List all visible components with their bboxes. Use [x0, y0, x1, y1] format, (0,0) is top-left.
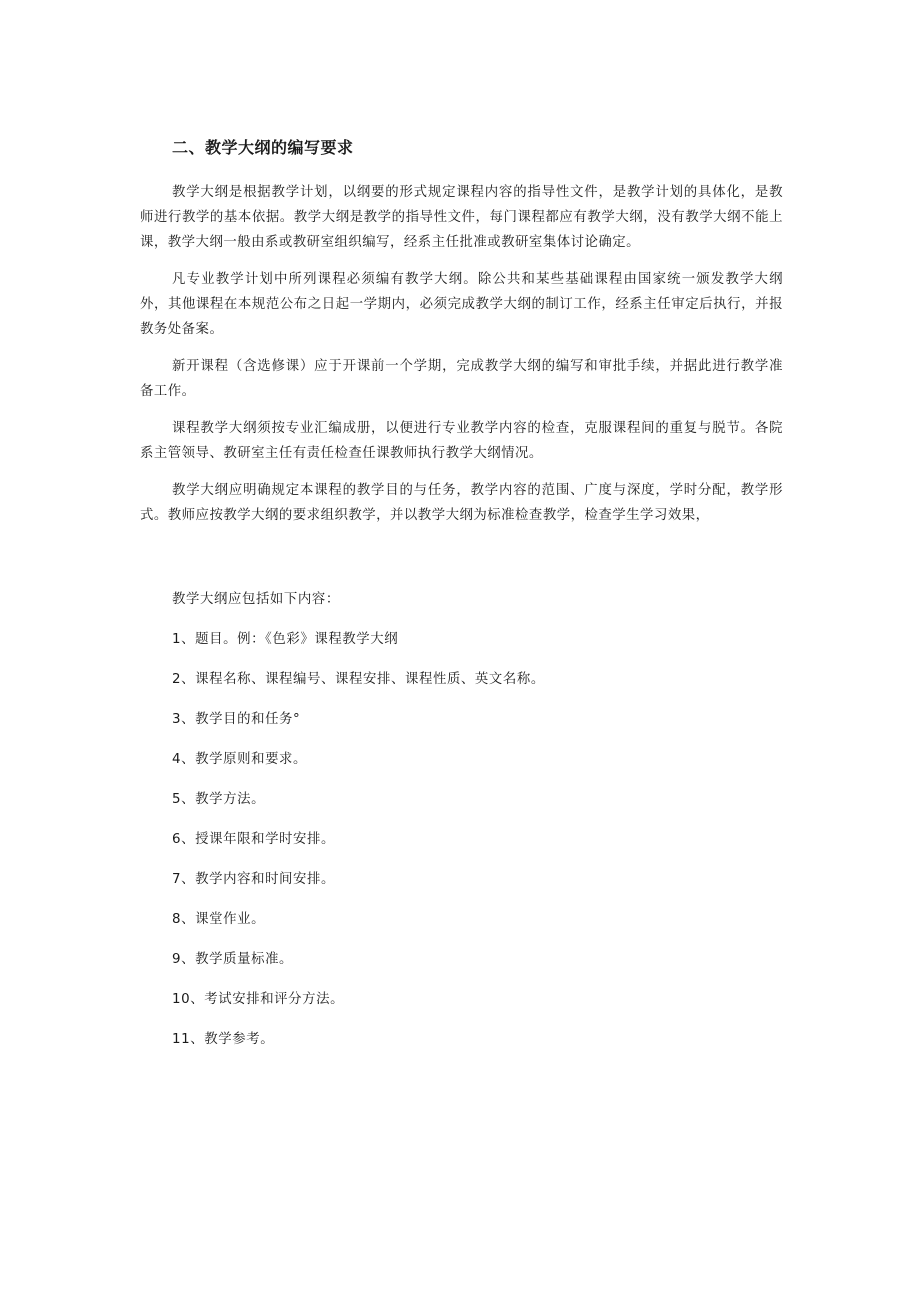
paragraph-3: 新开课程（含选修课）应于开课前一个学期，完成教学大纲的编写和审批手续，并据此进行教学准备工作。 — [140, 359, 783, 399]
paragraph-1: 教学大纲是根据教学计划，以纲要的形式规定课程内容的指导性文件，是教学计划的具体化，是教师进行教学的基本依据。教学大纲是教学的指导性文件，每门课程都应有教学大纲，没有教学大纲不能上课，教学大纲一般由系或教研室组织编写，经系主任批准或教研室集体讨论确定。 — [140, 185, 783, 250]
contents-list — [140, 580, 783, 1060]
list-item: 11、教学参考。 — [172, 1032, 275, 1047]
list-item: 9、教学质量标准。 — [172, 952, 294, 967]
list-item: 5、教学方法。 — [172, 792, 266, 807]
body-paragraphs — [140, 180, 783, 540]
list-item: 2、课程名称、课程编号、课程安排、课程性质、英文名称。 — [172, 672, 545, 687]
list-item: 8、课堂作业。 — [172, 912, 266, 927]
section-heading: 二、教学大纲的编写要求 — [172, 138, 354, 157]
list-item: 6、授课年限和学时安排。 — [172, 832, 336, 847]
list-item: 1、题目。例：《色彩》课程教学大纲 — [172, 632, 399, 647]
list-item: 4、教学原则和要求。 — [172, 752, 308, 767]
list-item: 3、教学目的和任务° — [172, 712, 301, 727]
list-item: 7、教学内容和时间安排。 — [172, 872, 336, 887]
paragraph-5: 教学大纲应明确规定本课程的教学目的与任务，教学内容的范围、广度与深度，学时分配，教学形式。教师应按教学大纲的要求组织教学，并以教学大纲为标准检查教学，检查学生学习效果， — [140, 483, 783, 523]
paragraph-2: 凡专业教学计划中所列课程必须编有教学大纲。除公共和某些基础课程由国家统一颁发教学大纲外，其他课程在本规范公布之日起一学期内，必须完成教学大纲的制订工作，经系主任审定后执行，并报教务处备案。 — [140, 272, 783, 337]
paragraph-4: 课程教学大纲须按专业汇编成册，以便进行专业教学内容的检查，克服课程间的重复与脱节。各院系主管领导、教研室主任有责任检查任课教师执行教学大纲情况。 — [140, 421, 783, 461]
list-item: 10、考试安排和评分方法。 — [172, 992, 345, 1007]
list-intro: 教学大纲应包括如下内容： — [172, 592, 340, 607]
